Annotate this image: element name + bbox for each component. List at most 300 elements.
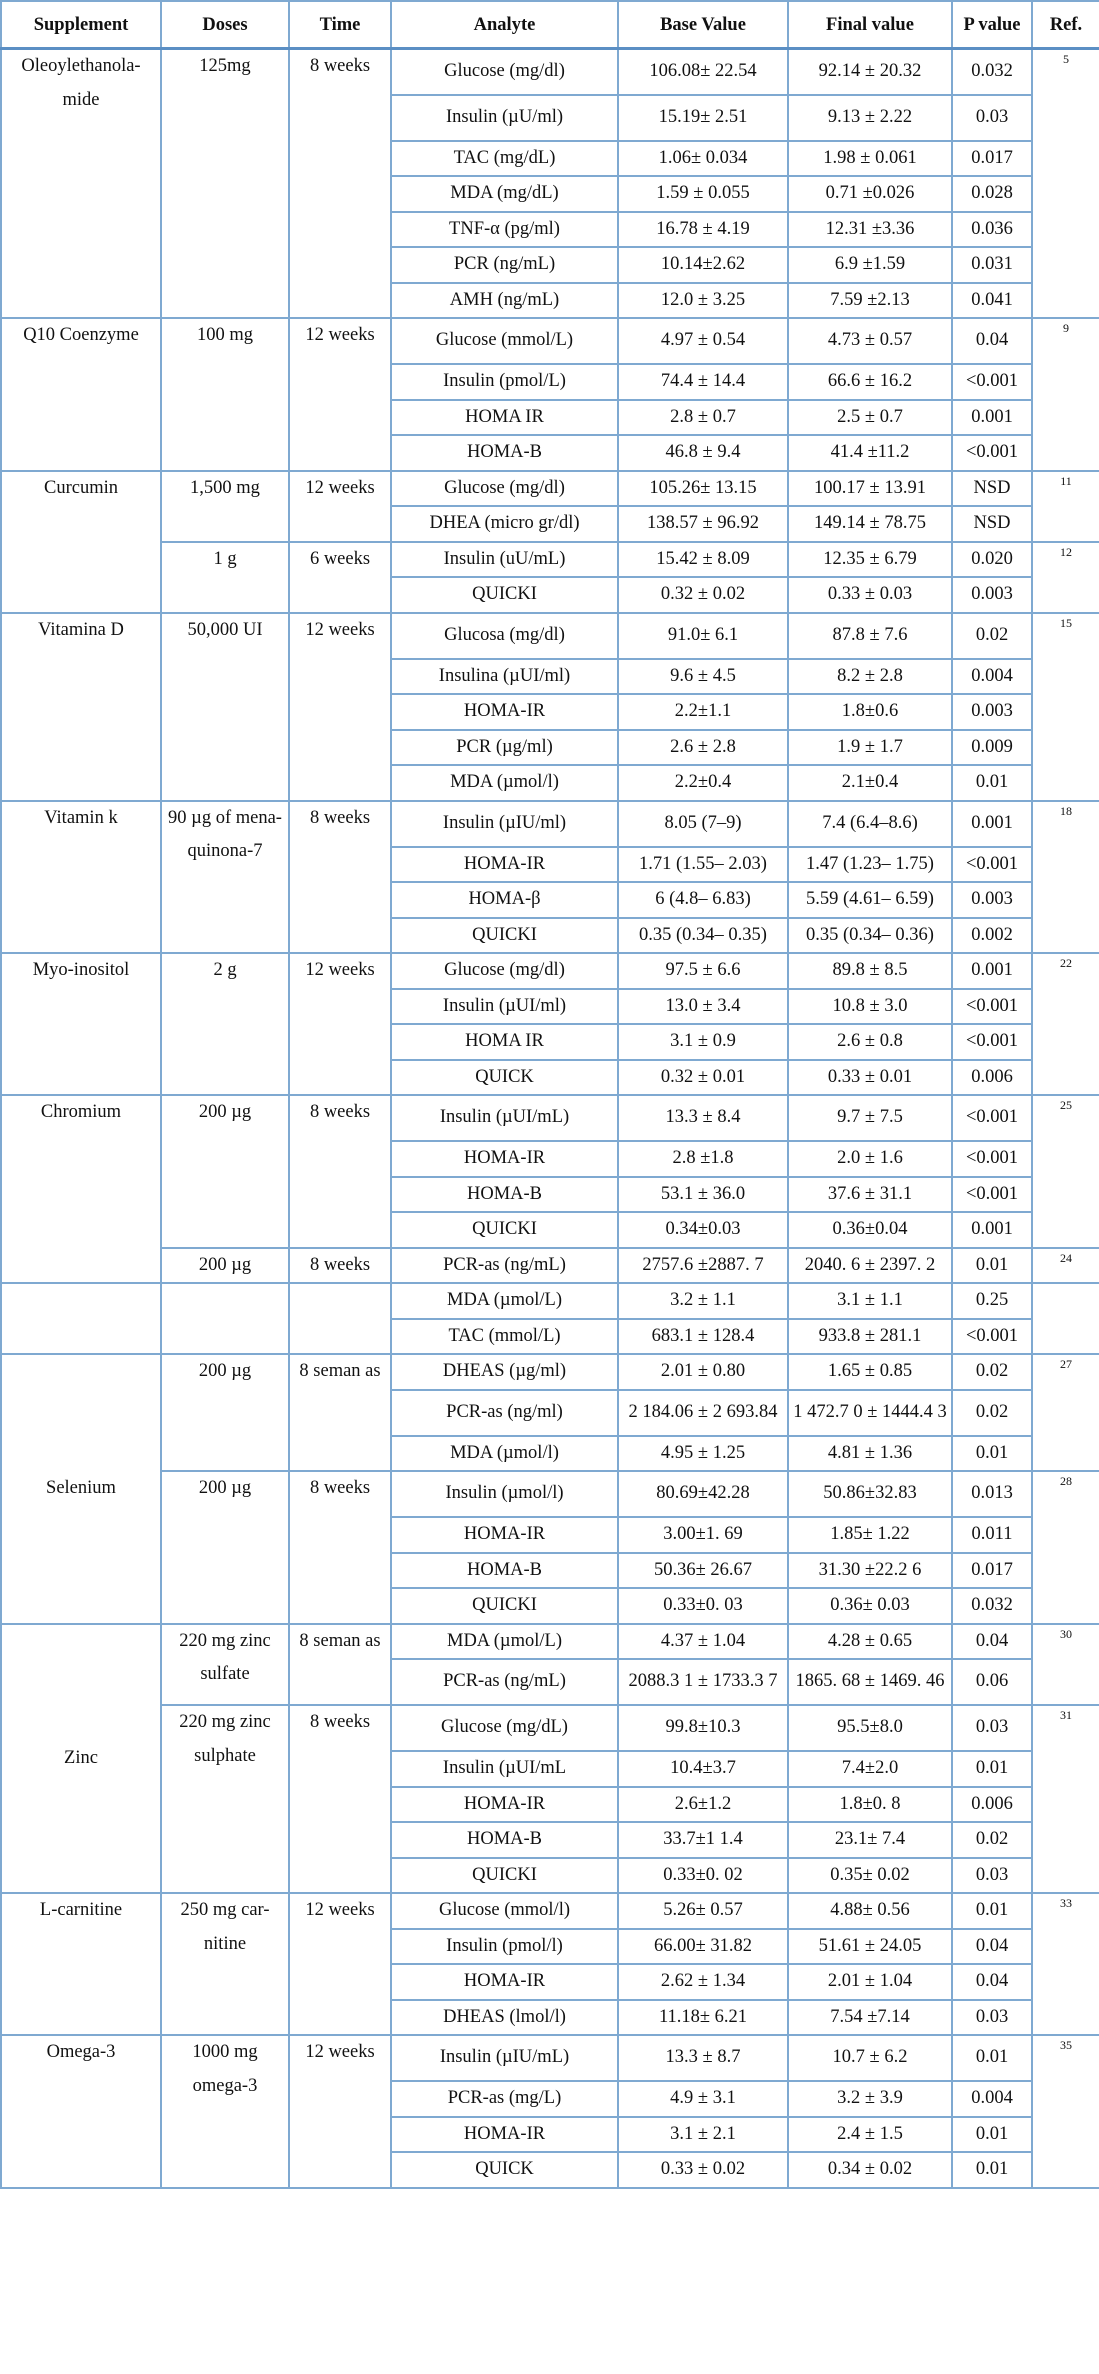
final-value-cell: 3.1 ± 1.1: [788, 1283, 952, 1319]
ref-cell: 27: [1032, 1354, 1099, 1471]
dose-cell: 50,000 UI: [161, 613, 289, 801]
base-value-cell: 11.18± 6.21: [618, 2000, 788, 2036]
time-cell: 8 weeks: [289, 1705, 391, 1893]
analyte-cell: Glucose (mg/dL): [391, 1705, 618, 1751]
table-row: [1, 1354, 1099, 1390]
analyte-cell: TAC (mmol/L): [391, 1319, 618, 1355]
base-value-cell: 97.5 ± 6.6: [618, 953, 788, 989]
base-value-cell: 33.7±1 1.4: [618, 1822, 788, 1858]
header-supplement: Supplement: [1, 1, 161, 49]
base-value-cell: 1.71 (1.55– 2.03): [618, 847, 788, 883]
base-value-cell: 3.00±1. 69: [618, 1517, 788, 1553]
final-value-cell: 23.1± 7.4: [788, 1822, 952, 1858]
dose-cell: 200 µg: [161, 1354, 289, 1471]
p-value-cell: 0.04: [952, 1624, 1032, 1660]
ref-cell: 25: [1032, 1095, 1099, 1248]
time-cell: 8 weeks: [289, 1095, 391, 1248]
p-value-cell: 0.003: [952, 577, 1032, 613]
base-value-cell: 0.34±0.03: [618, 1212, 788, 1248]
dose-cell: 125mg: [161, 49, 289, 319]
time-cell: 12 weeks: [289, 953, 391, 1095]
time-cell: 12 weeks: [289, 318, 391, 471]
dose-cell: 1,500 mg: [161, 471, 289, 542]
header-analyte: Analyte: [391, 1, 618, 49]
dose-cell: 250 mg car-nitine: [161, 1893, 289, 2035]
base-value-cell: 2.8 ± 0.7: [618, 400, 788, 436]
p-value-cell: <0.001: [952, 847, 1032, 883]
analyte-cell: QUICKI: [391, 1212, 618, 1248]
analyte-cell: Glucose (mg/dl): [391, 471, 618, 507]
final-value-cell: 149.14 ± 78.75: [788, 506, 952, 542]
base-value-cell: 2 184.06 ± 2 693.84: [618, 1390, 788, 1436]
ref-cell: 18: [1032, 801, 1099, 954]
base-value-cell: 6 (4.8– 6.83): [618, 882, 788, 918]
p-value-cell: 0.032: [952, 1588, 1032, 1624]
final-value-cell: 1.8±0. 8: [788, 1787, 952, 1823]
analyte-cell: QUICKI: [391, 577, 618, 613]
p-value-cell: 0.02: [952, 1354, 1032, 1390]
base-value-cell: 1.59 ± 0.055: [618, 176, 788, 212]
final-value-cell: 51.61 ± 24.05: [788, 1929, 952, 1965]
analyte-cell: MDA (µmol/L): [391, 1283, 618, 1319]
analyte-cell: MDA (µmol/l): [391, 765, 618, 801]
p-value-cell: 0.031: [952, 247, 1032, 283]
dose-cell: 200 µg: [161, 1095, 289, 1248]
p-value-cell: 0.01: [952, 765, 1032, 801]
final-value-cell: 92.14 ± 20.32: [788, 49, 952, 95]
final-value-cell: 7.4 (6.4–8.6): [788, 801, 952, 847]
base-value-cell: 91.0± 6.1: [618, 613, 788, 659]
p-value-cell: 0.03: [952, 2000, 1032, 2036]
supplement-cell: Selenium: [1, 1354, 161, 1624]
ref-cell: 28: [1032, 1471, 1099, 1624]
p-value-cell: 0.02: [952, 613, 1032, 659]
time-cell: 8 seman as: [289, 1624, 391, 1706]
header-p-value: P value: [952, 1, 1032, 49]
analyte-cell: HOMA-IR: [391, 1787, 618, 1823]
time-cell: 12 weeks: [289, 1893, 391, 2035]
table-row: [1, 471, 1099, 507]
base-value-cell: 12.0 ± 3.25: [618, 283, 788, 319]
base-value-cell: 4.95 ± 1.25: [618, 1436, 788, 1472]
final-value-cell: 31.30 ±22.2 6: [788, 1553, 952, 1589]
table-row: [1, 801, 1099, 847]
base-value-cell: 0.32 ± 0.01: [618, 1060, 788, 1096]
final-value-cell: 2.4 ± 1.5: [788, 2117, 952, 2153]
final-value-cell: 10.8 ± 3.0: [788, 989, 952, 1025]
table-row: [1, 1893, 1099, 1929]
table-row: [1, 318, 1099, 364]
analyte-cell: Insulin (pmol/l): [391, 1929, 618, 1965]
analyte-cell: MDA (µmol/l): [391, 1436, 618, 1472]
final-value-cell: 0.34 ± 0.02: [788, 2152, 952, 2188]
analyte-cell: TNF-α (pg/ml): [391, 212, 618, 248]
p-value-cell: 0.011: [952, 1517, 1032, 1553]
p-value-cell: 0.01: [952, 1248, 1032, 1284]
final-value-cell: 8.2 ± 2.8: [788, 659, 952, 695]
p-value-cell: 0.04: [952, 1929, 1032, 1965]
base-value-cell: 2.6±1.2: [618, 1787, 788, 1823]
supplement-cell: Omega-3: [1, 2035, 161, 2188]
p-value-cell: 0.028: [952, 176, 1032, 212]
analyte-cell: Insulin (µUI/ml): [391, 989, 618, 1025]
final-value-cell: 95.5±8.0: [788, 1705, 952, 1751]
final-value-cell: 7.4±2.0: [788, 1751, 952, 1787]
dose-cell: 1000 mg omega-3: [161, 2035, 289, 2188]
supplement-cell: Curcumin: [1, 471, 161, 613]
table-row: [1, 1624, 1099, 1660]
final-value-cell: 6.9 ±1.59: [788, 247, 952, 283]
analyte-cell: MDA (mg/dL): [391, 176, 618, 212]
final-value-cell: 0.35± 0.02: [788, 1858, 952, 1894]
final-value-cell: 1.65 ± 0.85: [788, 1354, 952, 1390]
base-value-cell: 9.6 ± 4.5: [618, 659, 788, 695]
analyte-cell: Glucose (mg/dl): [391, 953, 618, 989]
header-row: [1, 1, 1099, 49]
p-value-cell: 0.013: [952, 1471, 1032, 1517]
base-value-cell: 105.26± 13.15: [618, 471, 788, 507]
final-value-cell: 1.8±0.6: [788, 694, 952, 730]
base-value-cell: 4.37 ± 1.04: [618, 1624, 788, 1660]
base-value-cell: 8.05 (7–9): [618, 801, 788, 847]
final-value-cell: 2.01 ± 1.04: [788, 1964, 952, 2000]
final-value-cell: 2.1±0.4: [788, 765, 952, 801]
final-value-cell: 0.71 ±0.026: [788, 176, 952, 212]
analyte-cell: HOMA IR: [391, 400, 618, 436]
ref-cell: 35: [1032, 2035, 1099, 2188]
ref-cell: 24: [1032, 1248, 1099, 1284]
header-doses: Doses: [161, 1, 289, 49]
ref-cell: [1032, 1283, 1099, 1354]
p-value-cell: 0.04: [952, 318, 1032, 364]
p-value-cell: 0.03: [952, 1705, 1032, 1751]
p-value-cell: 0.04: [952, 1964, 1032, 2000]
analyte-cell: QUICKI: [391, 1858, 618, 1894]
header-final-value: Final value: [788, 1, 952, 49]
analyte-cell: Insulin (µIU/mL): [391, 2035, 618, 2081]
base-value-cell: 4.9 ± 3.1: [618, 2081, 788, 2117]
final-value-cell: 7.59 ±2.13: [788, 283, 952, 319]
header-time: Time: [289, 1, 391, 49]
time-cell: 12 weeks: [289, 471, 391, 542]
ref-cell: 31: [1032, 1705, 1099, 1893]
time-cell: 6 weeks: [289, 542, 391, 613]
supplement-cell: [1, 1283, 161, 1354]
base-value-cell: 0.33 ± 0.02: [618, 2152, 788, 2188]
base-value-cell: 74.4 ± 14.4: [618, 364, 788, 400]
base-value-cell: 2.62 ± 1.34: [618, 1964, 788, 2000]
analyte-cell: HOMA-B: [391, 1177, 618, 1213]
p-value-cell: 0.01: [952, 1436, 1032, 1472]
final-value-cell: 0.33 ± 0.01: [788, 1060, 952, 1096]
dose-cell: 100 mg: [161, 318, 289, 471]
ref-cell: 30: [1032, 1624, 1099, 1706]
analyte-cell: HOMA-IR: [391, 847, 618, 883]
analyte-cell: Insulin (µUI/mL: [391, 1751, 618, 1787]
final-value-cell: 1865. 68 ± 1469. 46: [788, 1659, 952, 1705]
analyte-cell: QUICKI: [391, 1588, 618, 1624]
final-value-cell: 1.47 (1.23– 1.75): [788, 847, 952, 883]
p-value-cell: 0.01: [952, 1751, 1032, 1787]
p-value-cell: <0.001: [952, 364, 1032, 400]
analyte-cell: HOMA-β: [391, 882, 618, 918]
analyte-cell: Insulin (µIU/ml): [391, 801, 618, 847]
base-value-cell: 15.42 ± 8.09: [618, 542, 788, 578]
p-value-cell: 0.032: [952, 49, 1032, 95]
time-cell: 12 weeks: [289, 2035, 391, 2188]
base-value-cell: 2.01 ± 0.80: [618, 1354, 788, 1390]
p-value-cell: 0.003: [952, 882, 1032, 918]
p-value-cell: <0.001: [952, 1177, 1032, 1213]
base-value-cell: 13.3 ± 8.7: [618, 2035, 788, 2081]
final-value-cell: 5.59 (4.61– 6.59): [788, 882, 952, 918]
base-value-cell: 3.2 ± 1.1: [618, 1283, 788, 1319]
dose-cell: 220 mg zinc sulfate: [161, 1624, 289, 1706]
analyte-cell: DHEAS (lmol/l): [391, 2000, 618, 2036]
analyte-cell: PCR-as (ng/mL): [391, 1248, 618, 1284]
base-value-cell: 2088.3 1 ± 1733.3 7: [618, 1659, 788, 1705]
base-value-cell: 106.08± 22.54: [618, 49, 788, 95]
p-value-cell: 0.001: [952, 801, 1032, 847]
time-cell: 8 weeks: [289, 1471, 391, 1624]
final-value-cell: 9.13 ± 2.22: [788, 95, 952, 141]
analyte-cell: PCR-as (ng/mL): [391, 1659, 618, 1705]
supplement-cell: Chromium: [1, 1095, 161, 1283]
dose-cell: 200 µg: [161, 1471, 289, 1624]
supplement-cell: Q10 Coenzyme: [1, 318, 161, 471]
ref-cell: 9: [1032, 318, 1099, 471]
header-ref: Ref.: [1032, 1, 1099, 49]
final-value-cell: 50.86±32.83: [788, 1471, 952, 1517]
table-row: [1, 49, 1099, 95]
base-value-cell: 0.35 (0.34– 0.35): [618, 918, 788, 954]
analyte-cell: HOMA-B: [391, 1553, 618, 1589]
header-base-value: Base Value: [618, 1, 788, 49]
final-value-cell: 9.7 ± 7.5: [788, 1095, 952, 1141]
analyte-cell: HOMA-IR: [391, 1517, 618, 1553]
base-value-cell: 10.14±2.62: [618, 247, 788, 283]
final-value-cell: 0.36± 0.03: [788, 1588, 952, 1624]
final-value-cell: 12.31 ±3.36: [788, 212, 952, 248]
analyte-cell: PCR (µg/ml): [391, 730, 618, 766]
base-value-cell: 15.19± 2.51: [618, 95, 788, 141]
analyte-cell: DHEAS (µg/ml): [391, 1354, 618, 1390]
base-value-cell: 4.97 ± 0.54: [618, 318, 788, 364]
base-value-cell: 80.69±42.28: [618, 1471, 788, 1517]
final-value-cell: 1 472.7 0 ± 1444.4 3: [788, 1390, 952, 1436]
table-row: [1, 542, 1099, 578]
final-value-cell: 0.36±0.04: [788, 1212, 952, 1248]
p-value-cell: 0.01: [952, 2117, 1032, 2153]
p-value-cell: <0.001: [952, 1319, 1032, 1355]
analyte-cell: Insulin (pmol/L): [391, 364, 618, 400]
base-value-cell: 46.8 ± 9.4: [618, 435, 788, 471]
ref-cell: 15: [1032, 613, 1099, 801]
supplement-cell: Vitamin k: [1, 801, 161, 954]
analyte-cell: PCR-as (mg/L): [391, 2081, 618, 2117]
table-row: [1, 1248, 1099, 1284]
final-value-cell: 7.54 ±7.14: [788, 2000, 952, 2036]
analyte-cell: DHEA (micro gr/dl): [391, 506, 618, 542]
p-value-cell: 0.03: [952, 95, 1032, 141]
p-value-cell: <0.001: [952, 1141, 1032, 1177]
base-value-cell: 5.26± 0.57: [618, 1893, 788, 1929]
dose-cell: 1 g: [161, 542, 289, 613]
p-value-cell: 0.001: [952, 1212, 1032, 1248]
base-value-cell: 2.2±1.1: [618, 694, 788, 730]
p-value-cell: 0.25: [952, 1283, 1032, 1319]
final-value-cell: 12.35 ± 6.79: [788, 542, 952, 578]
p-value-cell: 0.03: [952, 1858, 1032, 1894]
analyte-cell: HOMA-IR: [391, 694, 618, 730]
p-value-cell: 0.041: [952, 283, 1032, 319]
time-cell: [289, 1283, 391, 1354]
analyte-cell: Glucose (mmol/l): [391, 1893, 618, 1929]
ref-cell: 33: [1032, 1893, 1099, 2035]
time-cell: 8 seman as: [289, 1354, 391, 1471]
table-row: [1, 1095, 1099, 1141]
analyte-cell: MDA (µmol/L): [391, 1624, 618, 1660]
supplement-cell: Myo-inositol: [1, 953, 161, 1095]
time-cell: 8 weeks: [289, 49, 391, 319]
base-value-cell: 2.2±0.4: [618, 765, 788, 801]
p-value-cell: 0.004: [952, 2081, 1032, 2117]
analyte-cell: Glucosa (mg/dl): [391, 613, 618, 659]
analyte-cell: Insulin (µUI/mL): [391, 1095, 618, 1141]
base-value-cell: 2757.6 ±2887. 7: [618, 1248, 788, 1284]
analyte-cell: PCR (ng/mL): [391, 247, 618, 283]
final-value-cell: 2.0 ± 1.6: [788, 1141, 952, 1177]
analyte-cell: QUICK: [391, 1060, 618, 1096]
analyte-cell: HOMA-B: [391, 435, 618, 471]
p-value-cell: <0.001: [952, 435, 1032, 471]
p-value-cell: 0.017: [952, 141, 1032, 177]
final-value-cell: 4.81 ± 1.36: [788, 1436, 952, 1472]
final-value-cell: 41.4 ±11.2: [788, 435, 952, 471]
final-value-cell: 37.6 ± 31.1: [788, 1177, 952, 1213]
ref-cell: 22: [1032, 953, 1099, 1095]
base-value-cell: 13.3 ± 8.4: [618, 1095, 788, 1141]
final-value-cell: 66.6 ± 16.2: [788, 364, 952, 400]
analyte-cell: HOMA-B: [391, 1822, 618, 1858]
analyte-cell: Insulina (µUI/ml): [391, 659, 618, 695]
base-value-cell: 683.1 ± 128.4: [618, 1319, 788, 1355]
p-value-cell: 0.017: [952, 1553, 1032, 1589]
base-value-cell: 99.8±10.3: [618, 1705, 788, 1751]
base-value-cell: 3.1 ± 0.9: [618, 1024, 788, 1060]
p-value-cell: 0.003: [952, 694, 1032, 730]
analyte-cell: HOMA IR: [391, 1024, 618, 1060]
base-value-cell: 10.4±3.7: [618, 1751, 788, 1787]
supplement-cell: Oleoylethanola-mide: [1, 49, 161, 319]
supplement-cell: L-carnitine: [1, 1893, 161, 2035]
p-value-cell: 0.009: [952, 730, 1032, 766]
dose-cell: [161, 1283, 289, 1354]
table-body: [1, 49, 1099, 2188]
base-value-cell: 66.00± 31.82: [618, 1929, 788, 1965]
dose-cell: 2 g: [161, 953, 289, 1095]
final-value-cell: 1.98 ± 0.061: [788, 141, 952, 177]
analyte-cell: QUICKI: [391, 918, 618, 954]
p-value-cell: 0.006: [952, 1787, 1032, 1823]
p-value-cell: 0.02: [952, 1822, 1032, 1858]
base-value-cell: 13.0 ± 3.4: [618, 989, 788, 1025]
dose-cell: 220 mg zinc sulphate: [161, 1705, 289, 1893]
base-value-cell: 3.1 ± 2.1: [618, 2117, 788, 2153]
base-value-cell: 138.57 ± 96.92: [618, 506, 788, 542]
time-cell: 8 weeks: [289, 1248, 391, 1284]
p-value-cell: NSD: [952, 506, 1032, 542]
analyte-cell: TAC (mg/dL): [391, 141, 618, 177]
table-row: [1, 2035, 1099, 2081]
base-value-cell: 0.32 ± 0.02: [618, 577, 788, 613]
base-value-cell: 2.8 ±1.8: [618, 1141, 788, 1177]
p-value-cell: 0.004: [952, 659, 1032, 695]
p-value-cell: 0.01: [952, 2035, 1032, 2081]
base-value-cell: 50.36± 26.67: [618, 1553, 788, 1589]
p-value-cell: 0.01: [952, 2152, 1032, 2188]
p-value-cell: <0.001: [952, 1095, 1032, 1141]
p-value-cell: <0.001: [952, 1024, 1032, 1060]
dose-cell: 200 µg: [161, 1248, 289, 1284]
analyte-cell: Insulin (µmol/l): [391, 1471, 618, 1517]
p-value-cell: 0.06: [952, 1659, 1032, 1705]
final-value-cell: 3.2 ± 3.9: [788, 2081, 952, 2117]
time-cell: 8 weeks: [289, 801, 391, 954]
ref-cell: 5: [1032, 49, 1099, 319]
p-value-cell: 0.002: [952, 918, 1032, 954]
final-value-cell: 1.85± 1.22: [788, 1517, 952, 1553]
p-value-cell: NSD: [952, 471, 1032, 507]
table-row: [1, 1471, 1099, 1517]
p-value-cell: 0.006: [952, 1060, 1032, 1096]
final-value-cell: 4.88± 0.56: [788, 1893, 952, 1929]
final-value-cell: 0.35 (0.34– 0.36): [788, 918, 952, 954]
p-value-cell: 0.02: [952, 1390, 1032, 1436]
final-value-cell: 89.8 ± 8.5: [788, 953, 952, 989]
table-row: [1, 1283, 1099, 1319]
dose-cell: 90 µg of mena-quinona-7: [161, 801, 289, 954]
analyte-cell: AMH (ng/mL): [391, 283, 618, 319]
analyte-cell: Insulin (µU/ml): [391, 95, 618, 141]
final-value-cell: 933.8 ± 281.1: [788, 1319, 952, 1355]
supplement-cell: Zinc: [1, 1624, 161, 1894]
p-value-cell: 0.01: [952, 1893, 1032, 1929]
p-value-cell: 0.020: [952, 542, 1032, 578]
analyte-cell: QUICK: [391, 2152, 618, 2188]
p-value-cell: 0.036: [952, 212, 1032, 248]
table-row: [1, 613, 1099, 659]
final-value-cell: 4.73 ± 0.57: [788, 318, 952, 364]
final-value-cell: 2.5 ± 0.7: [788, 400, 952, 436]
p-value-cell: 0.001: [952, 953, 1032, 989]
final-value-cell: 1.9 ± 1.7: [788, 730, 952, 766]
final-value-cell: 2.6 ± 0.8: [788, 1024, 952, 1060]
analyte-cell: HOMA-IR: [391, 1141, 618, 1177]
time-cell: 12 weeks: [289, 613, 391, 801]
table-row: [1, 953, 1099, 989]
analyte-cell: Glucose (mg/dl): [391, 49, 618, 95]
final-value-cell: 0.33 ± 0.03: [788, 577, 952, 613]
base-value-cell: 1.06± 0.034: [618, 141, 788, 177]
final-value-cell: 100.17 ± 13.91: [788, 471, 952, 507]
base-value-cell: 53.1 ± 36.0: [618, 1177, 788, 1213]
analyte-cell: Insulin (uU/mL): [391, 542, 618, 578]
supplement-cell: Vitamina D: [1, 613, 161, 801]
analyte-cell: HOMA-IR: [391, 2117, 618, 2153]
base-value-cell: 16.78 ± 4.19: [618, 212, 788, 248]
base-value-cell: 2.6 ± 2.8: [618, 730, 788, 766]
